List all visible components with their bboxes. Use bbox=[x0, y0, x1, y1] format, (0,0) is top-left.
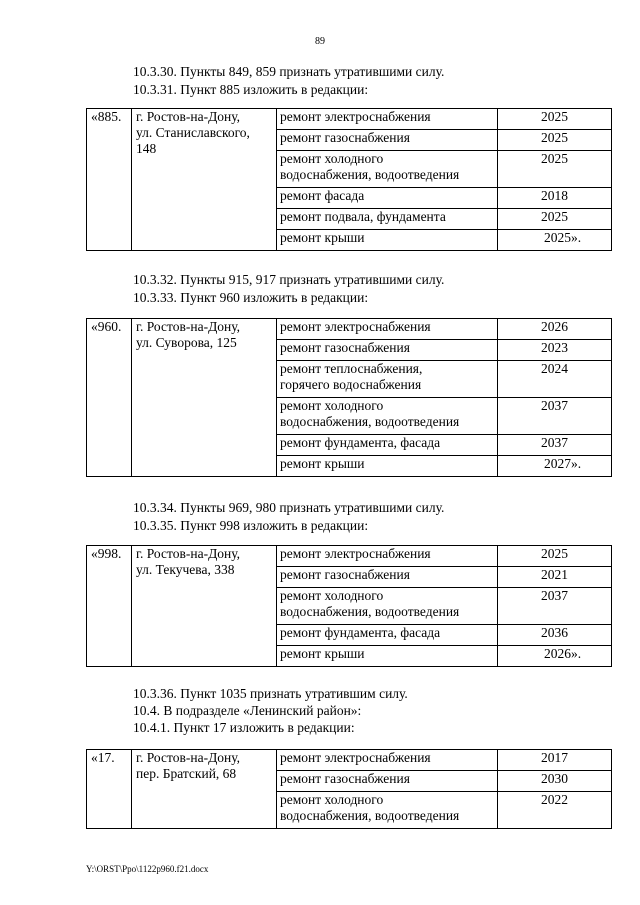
work-year bbox=[498, 230, 612, 251]
work-year bbox=[498, 456, 612, 477]
address-line: ул. Станиславского, bbox=[136, 125, 250, 140]
work-type: ремонт газоснабжения bbox=[277, 130, 498, 151]
work-year: 2022 bbox=[498, 792, 612, 829]
work-line: водоснабжения, водоотведения bbox=[280, 808, 460, 823]
item-address bbox=[132, 546, 277, 667]
footer-file-path: Y:\ORST\Ppo\1122p960.f21.docx bbox=[86, 864, 209, 874]
page-number: 89 bbox=[315, 36, 325, 47]
work-type bbox=[277, 361, 498, 398]
work-line: водоснабжения, водоотведения bbox=[280, 604, 460, 619]
work-type: ремонт электроснабжения bbox=[277, 319, 498, 340]
work-year: 2025 bbox=[498, 151, 612, 188]
work-year: 2025 bbox=[498, 130, 612, 151]
work-year: 2024 bbox=[498, 361, 612, 398]
work-type: ремонт фундамента, фасада bbox=[277, 435, 498, 456]
work-type: ремонт газоснабжения bbox=[277, 771, 498, 792]
work-year: 2037 bbox=[498, 398, 612, 435]
address-line: ул. Текучева, 338 bbox=[136, 562, 235, 577]
table-row bbox=[87, 750, 612, 771]
paragraph-10-3-35: 10.3.35. Пункт 998 изложить в редакции: bbox=[133, 518, 369, 533]
work-line: ремонт теплоснабжения, bbox=[280, 361, 423, 376]
work-type: ремонт крыши bbox=[277, 230, 498, 251]
work-type bbox=[277, 151, 498, 188]
item-address bbox=[132, 109, 277, 251]
address-line: г. Ростов-на-Дону, bbox=[136, 109, 241, 124]
address-line: г. Ростов-на-Дону, bbox=[136, 319, 241, 334]
work-year: 2017 bbox=[498, 750, 612, 771]
work-year: 2023 bbox=[498, 340, 612, 361]
paragraph-10-3-36: 10.3.36. Пункт 1035 признать утратившим силу. bbox=[133, 686, 408, 701]
address-line: 148 bbox=[136, 141, 157, 156]
table-row bbox=[87, 319, 612, 340]
work-year: 2025 bbox=[498, 546, 612, 567]
work-type: ремонт фундамента, фасада bbox=[277, 625, 498, 646]
work-type: ремонт подвала, фундамента bbox=[277, 209, 498, 230]
work-type: ремонт электроснабжения bbox=[277, 546, 498, 567]
work-type: ремонт газоснабжения bbox=[277, 340, 498, 361]
work-year: 2036 bbox=[498, 625, 612, 646]
address-line: ул. Суворова, 125 bbox=[136, 335, 237, 350]
work-year: 2021 bbox=[498, 567, 612, 588]
work-type: ремонт электроснабжения bbox=[277, 109, 498, 130]
work-year: 2025 bbox=[498, 209, 612, 230]
work-type bbox=[277, 398, 498, 435]
work-type bbox=[277, 588, 498, 625]
table-row bbox=[87, 546, 612, 567]
work-year-text: 2027». bbox=[543, 456, 582, 471]
table-item-885 bbox=[86, 108, 612, 251]
work-type: ремонт крыши bbox=[277, 456, 498, 477]
work-line: горячего водоснабжения bbox=[280, 377, 422, 392]
work-type: ремонт электроснабжения bbox=[277, 750, 498, 771]
address-line: пер. Братский, 68 bbox=[136, 766, 237, 781]
address-line: г. Ростов-на-Дону, bbox=[136, 750, 241, 765]
work-year bbox=[498, 646, 612, 667]
work-type: ремонт фасада bbox=[277, 188, 498, 209]
work-line: водоснабжения, водоотведения bbox=[280, 167, 460, 182]
work-year: 2026 bbox=[498, 319, 612, 340]
item-number: «885. bbox=[87, 109, 132, 251]
paragraph-10-3-33: 10.3.33. Пункт 960 изложить в редакции: bbox=[133, 290, 369, 305]
paragraph-10-4: 10.4. В подразделе «Ленинский район»: bbox=[133, 703, 362, 718]
paragraph-10-3-30: 10.3.30. Пункты 849, 859 признать утратившими силу. bbox=[133, 64, 445, 79]
paragraph-10-3-31: 10.3.31. Пункт 885 изложить в редакции: bbox=[133, 82, 369, 97]
item-number: «17. bbox=[87, 750, 132, 829]
table-row bbox=[87, 109, 612, 130]
paragraph-10-4-1: 10.4.1. Пункт 17 изложить в редакции: bbox=[133, 720, 355, 735]
work-year: 2018 bbox=[498, 188, 612, 209]
work-year: 2037 bbox=[498, 435, 612, 456]
paragraph-10-3-34: 10.3.34. Пункты 969, 980 признать утратившими силу. bbox=[133, 500, 445, 515]
item-address bbox=[132, 319, 277, 477]
work-type: ремонт крыши bbox=[277, 646, 498, 667]
table-item-960 bbox=[86, 318, 612, 477]
work-line: ремонт холодного bbox=[280, 151, 384, 166]
work-type bbox=[277, 792, 498, 829]
item-address bbox=[132, 750, 277, 829]
work-year: 2030 bbox=[498, 771, 612, 792]
work-type: ремонт газоснабжения bbox=[277, 567, 498, 588]
table-item-998 bbox=[86, 545, 612, 667]
table-item-17 bbox=[86, 749, 612, 829]
work-year-text: 2025». bbox=[543, 230, 582, 245]
paragraph-10-3-32: 10.3.32. Пункты 915, 917 признать утратившими силу. bbox=[133, 272, 445, 287]
work-line: водоснабжения, водоотведения bbox=[280, 414, 460, 429]
address-line: г. Ростов-на-Дону, bbox=[136, 546, 241, 561]
work-line: ремонт холодного bbox=[280, 588, 384, 603]
work-line: ремонт холодного bbox=[280, 398, 384, 413]
work-year: 2037 bbox=[498, 588, 612, 625]
work-year: 2025 bbox=[498, 109, 612, 130]
work-line: ремонт холодного bbox=[280, 792, 384, 807]
work-year-text: 2026». bbox=[543, 646, 582, 661]
item-number: «960. bbox=[87, 319, 132, 477]
item-number: «998. bbox=[87, 546, 132, 667]
